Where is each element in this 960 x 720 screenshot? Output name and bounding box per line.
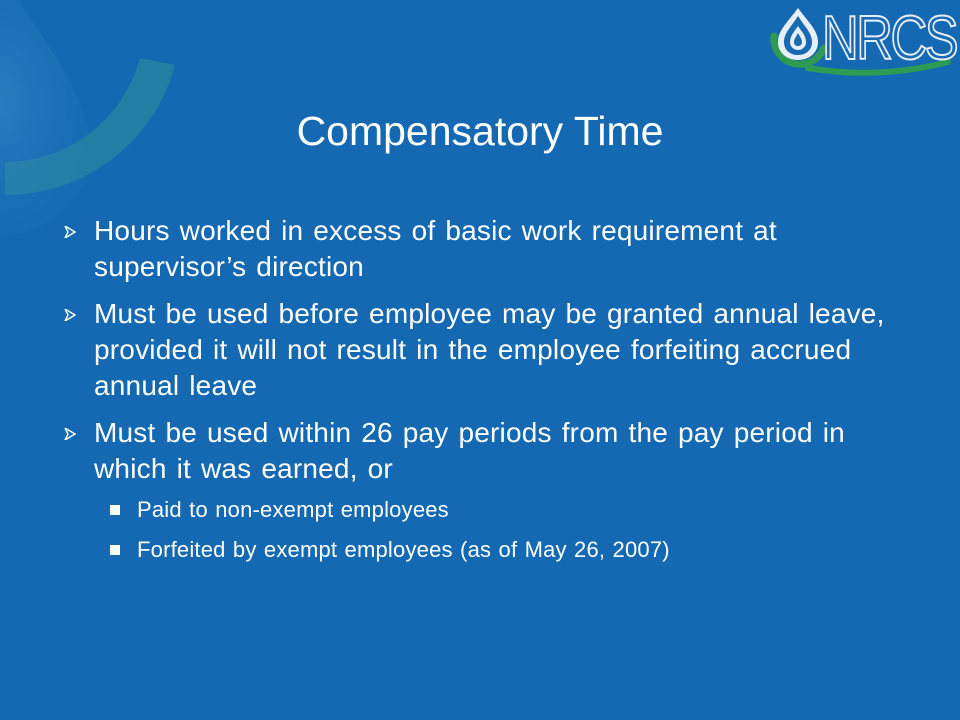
- slide-title: Compensatory Time: [296, 108, 664, 154]
- sub-bullet-text: Forfeited by exempt employees (as of May 26, 2007): [137, 537, 670, 562]
- bullet-item: [64, 213, 924, 285]
- sub-bullet-item: [64, 496, 924, 524]
- sub-bullet-list: [64, 496, 924, 564]
- square-bullet-icon: [110, 545, 120, 555]
- square-bullet-icon: [110, 505, 120, 515]
- bullet-text: Hours worked in excess of basic work requirement at supervisor’s direction: [94, 215, 777, 282]
- sub-bullet-text: Paid to non-exempt employees: [137, 497, 449, 522]
- arrowhead-bullet-icon: [64, 226, 76, 238]
- bullet-item: [64, 296, 924, 404]
- arrowhead-bullet-icon: [64, 428, 76, 440]
- bullet-item: [64, 415, 924, 487]
- bullet-list: [64, 213, 924, 576]
- logo-wordmark: NRCS: [822, 4, 957, 73]
- sub-bullet-item: [64, 536, 924, 564]
- arrowhead-bullet-icon: [64, 309, 76, 321]
- bullet-text: Must be used within 26 pay periods from the pay period in which it was earned, or: [94, 417, 845, 484]
- bullet-text: Must be used before employee may be granted annual leave, provided it will not result in the employee forfeiting accrued annual leave: [94, 298, 885, 401]
